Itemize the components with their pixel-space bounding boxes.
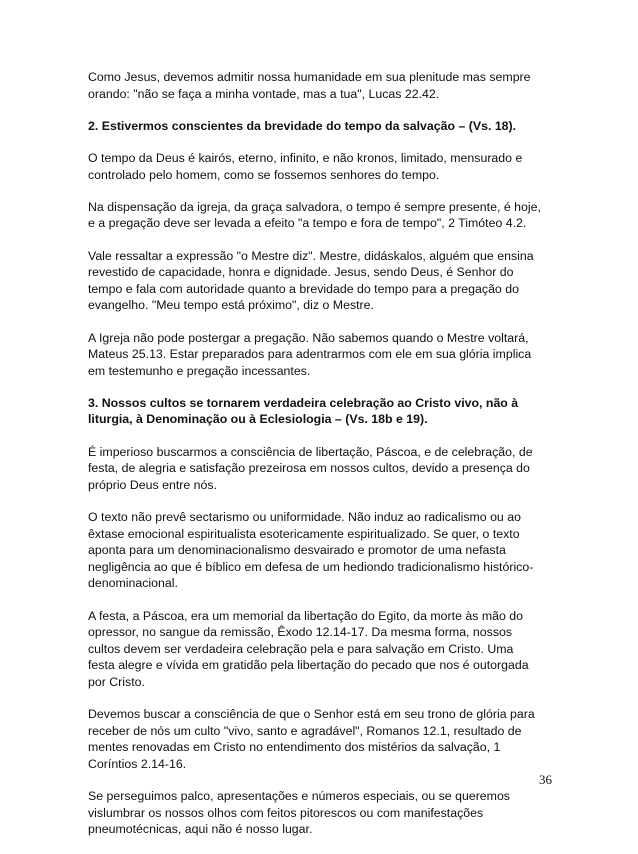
text-line: denominacional.: [88, 576, 178, 591]
text-line: revestido de capacidade, honra e dignidade. Jesus, sendo Deus, é Senhor do: [88, 265, 514, 280]
document-page: [88, 69, 558, 854]
text-line: O texto não prevê sectarismo ou uniformidade. Não induz ao radicalismo ou ao: [88, 510, 521, 525]
text-line: cultos devem ser verdadeira celebração pela e para salvação em Cristo. Uma: [88, 641, 514, 656]
text-line: Se perseguimos palco, apresentações e números especiais, ou se queremos: [88, 789, 510, 804]
body-paragraph: [88, 444, 558, 494]
page-number: 36: [539, 772, 552, 787]
text-line: em testemunho e pregação incessantes.: [88, 363, 311, 378]
text-line: Como Jesus, devemos admitir nossa humanidade em sua plenitude mas sempre: [88, 70, 531, 84]
text-line: e a pregação deve ser levada a efeito "a tempo e fora de tempo", 2 Timóteo 4.2.: [88, 216, 527, 231]
body-paragraph: [88, 706, 558, 772]
body-paragraph: [88, 788, 558, 838]
text-line: tempo e fala com autoridade quanto a brevidade do tempo para a pregação do: [88, 281, 519, 296]
text-line: por Cristo.: [88, 674, 145, 689]
body-paragraph: [88, 199, 558, 232]
text-line: liturgia, à Denominação ou à Eclesiologia – (Vs. 18b e 19).: [88, 412, 428, 427]
text-line: controlado pelo homem, como se fossemos senhores do tempo.: [88, 167, 440, 182]
text-line: 2. Estivermos conscientes da brevidade do tempo da salvação – (Vs. 18).: [88, 118, 517, 133]
text-line: Na dispensação da igreja, da graça salvadora, o tempo é sempre presente, é hoje,: [88, 199, 541, 214]
body-paragraph: [88, 509, 558, 592]
section-heading: [88, 395, 558, 428]
text-line: festa, de alegria e satisfação prezeirosa em nossos cultos, devido a presença do: [88, 461, 530, 476]
text-line: evangelho. "Meu tempo está próximo", diz o Mestre.: [88, 298, 374, 313]
text-line: É imperioso buscarmos a consciência de libertação, Páscoa, e de celebração, de: [88, 444, 533, 459]
body-paragraph: [88, 69, 558, 102]
text-line: A festa, a Páscoa, era um memorial da libertação do Egito, da morte às mão do: [88, 608, 524, 623]
section-heading: [88, 118, 558, 135]
body-paragraph: [88, 608, 558, 691]
text-line: receber de nós um culto "vivo, santo e agradável", Romanos 12.1, resultado de: [88, 723, 522, 738]
text-line: Devemos buscar a consciência de que o Senhor está em seu trono de glória para: [88, 707, 535, 722]
text-line: festa alegre e vívida em gratidão pela libertação do pecado que nos é outorgada: [88, 658, 529, 673]
text-line: vislumbrar os nossos olhos com feitos pitorescos ou com manifestações: [88, 805, 484, 820]
body-paragraph: [88, 248, 558, 314]
text-line: negligência ao que é bíblico em defesa de um hediondo tradicionalismo histórico-: [88, 559, 534, 574]
body-paragraph: [88, 150, 558, 183]
text-line: opressor, no sangue da remissão, Êxodo 12.14-17. Da mesma forma, nossos: [88, 625, 513, 640]
text-line: aponta para um denominacionalismo desvairado e promotor de uma nefasta: [88, 543, 506, 558]
text-line: próprio Deus entre nós.: [88, 477, 217, 492]
text-line: Coríntios 2.14-16.: [88, 756, 187, 771]
text-line: 3. Nossos cultos se tornarem verdadeira celebração ao Cristo vivo, não à: [88, 395, 519, 410]
text-line: mentes renovadas em Cristo no entendimento dos mistérios da salvação, 1: [88, 740, 501, 755]
text-line: êxtase emocional espiritualista esotericamente espiritualizado. Se quer, o texto: [88, 526, 520, 541]
text-line: Vale ressaltar a expressão "o Mestre diz". Mestre, didáskalos, alguém que ensina: [88, 248, 534, 263]
text-line: Mateus 25.13. Estar preparados para adentrarmos com ele em sua glória implica: [88, 347, 532, 362]
text-line: orando: "não se faça a minha vontade, mas a tua", Lucas 22.42.: [88, 86, 440, 101]
body-paragraph: [88, 330, 558, 380]
text-line: O tempo da Deus é kairós, eterno, infinito, e não kronos, limitado, mensurado e: [88, 150, 523, 165]
document-body: [88, 69, 558, 838]
text-line: A Igreja não pode postergar a pregação. Não sabemos quando o Mestre voltará,: [88, 330, 529, 345]
text-line: pneumotécnicas, aqui não é nosso lugar.: [88, 822, 313, 837]
